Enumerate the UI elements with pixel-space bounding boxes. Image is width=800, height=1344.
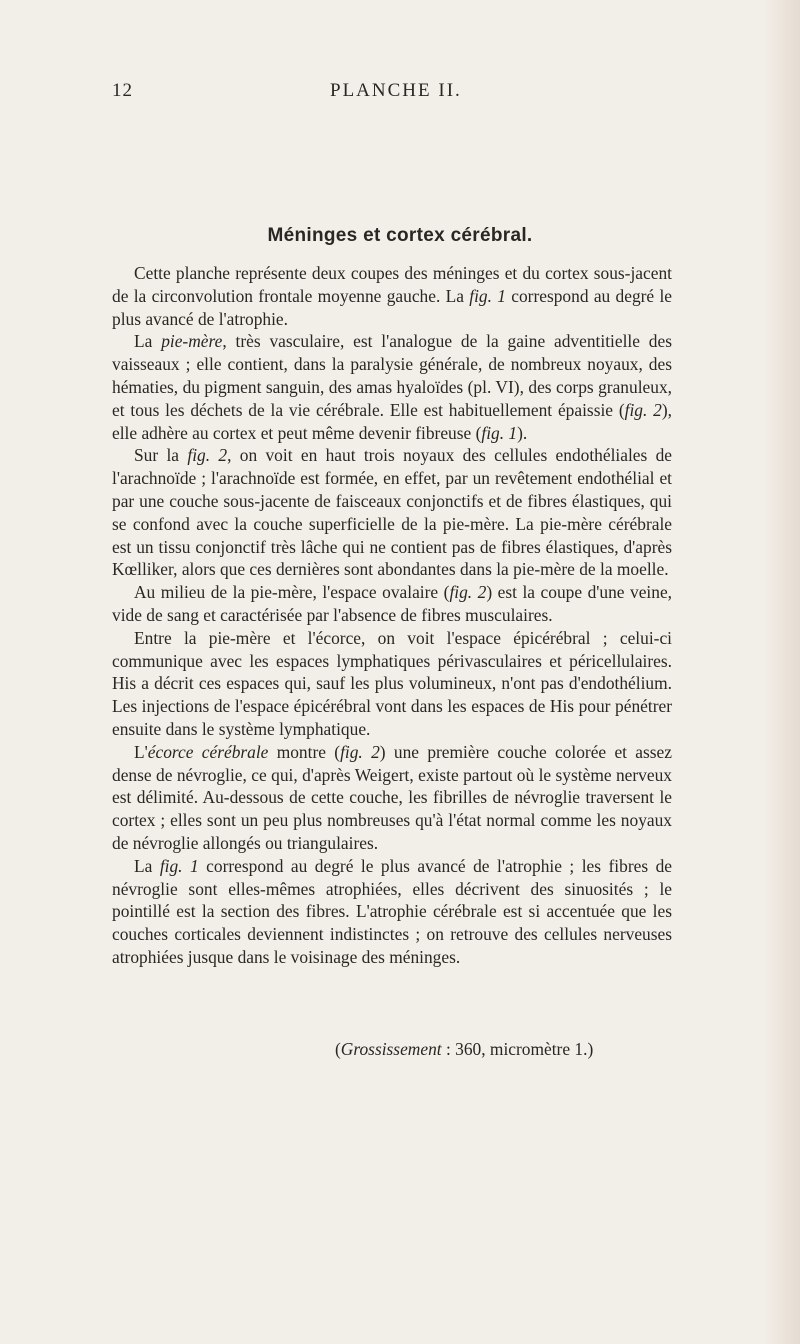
text-run: ), elle adhère au cortex et peut même devenir fibreuse (: [112, 399, 673, 443]
text-run: ) une première couche colorée et assez dense de névroglie, ce qui, d'après Weigert, existe partout où le système nerveux est délimité. Au-dessous de cette couche, les fibrilles de névroglie traversent le cortex ; elles sont un peu plus nombreuses qu'à l'état normal comme les noyaux de névroglie allongés ou triangulaires.: [112, 741, 672, 853]
italic-reference: fig. 2: [340, 741, 380, 762]
italic-reference: écorce cérébrale: [147, 741, 269, 762]
text-run: correspond au degré le plus avancé de l'atrophie.: [112, 285, 672, 329]
italic-reference: fig. 1: [469, 285, 506, 306]
text-run: montre (: [268, 741, 341, 762]
page-number: 12: [112, 80, 133, 101]
caption-label: Grossissement: [340, 1039, 442, 1059]
caption-open: (: [335, 1039, 341, 1059]
italic-reference: fig. 2: [624, 399, 662, 420]
italic-reference: fig. 1: [481, 422, 518, 443]
italic-reference: fig. 1: [159, 855, 199, 876]
paragraph: [112, 330, 672, 444]
text-run: ) est la coupe d'une veine, vide de sang et caractérisée par l'absence de fibres musculaires.: [112, 582, 673, 625]
page-edge-shadow: [764, 0, 800, 1344]
text-run: Au milieu de la pie-mère, l'espace ovalaire (: [134, 582, 450, 603]
text-run: La: [134, 331, 162, 352]
text-run: Cette planche représente deux coupes des méninges et du cortex sous-jacent de la circonvolution frontale moyenne gauche. La: [112, 263, 672, 306]
italic-reference: pie-mère: [161, 331, 223, 352]
running-head: [0, 80, 800, 104]
italic-reference: fig. 2: [449, 582, 487, 603]
text-run: Entre la pie-mère et l'écorce, on voit l'espace épicérébral ; celui-ci communique avec les espaces lymphatiques périvasculaires et péricellulaires. His a décrit ces espaces qui, sauf les plus volumineux, n'ont pas d'endothélium. Les injections de l'espace épicérébral vont dans les espaces de His pour pénétrer ensuite dans le système lymphatique.: [112, 627, 672, 739]
text-run: , très vasculaire, est l'analogue de la gaine adventitielle des vaisseaux ; elle contient, dans la paralysie générale, de nombreux noyaux, des hématies, du pigment sanguin, des amas hyaloïdes (pl. VI), des corps granuleux, et tous les déchets de la vie cérébrale. Elle est habituellement épaissie (: [112, 331, 672, 420]
text-run: La: [134, 855, 160, 876]
paragraph: [112, 627, 672, 741]
text-run: L': [134, 741, 148, 762]
caption-rest: : 360, micromètre 1.): [441, 1039, 594, 1059]
body-text: [112, 262, 672, 969]
paragraph: [112, 262, 672, 330]
paragraph: [112, 741, 672, 855]
plate-title: PLANCHE II.: [330, 80, 462, 101]
text-run: correspond au degré le plus avancé de l'atrophie ; les fibres de névroglie sont elles-mêmes atrophiées, elles décrivent des sinuosités ; le pointillé est la section des fibres. L'atrophie cérébrale est si accentuée que les couches corticales deviennent indistinctes ; on retrouve des cellules nerveuses atrophiées jusque dans le voisinage des méninges.: [112, 855, 672, 967]
paragraph: [112, 444, 672, 581]
paragraph: [112, 855, 672, 969]
text-run: , on voit en haut trois noyaux des cellules endothéliales de l'arachnoïde ; l'arachnoïde est formée, en effet, par un revêtement endothélial et par une couche sous-jacente de faisceaux conjonctifs et de fibres élastiques, qui se confond avec la couche superficielle de la pie-mère. La pie-mère cérébrale est un tissu conjonctif très lâche qui ne contient pas de fibres élastiques, d'après Kœlliker, alors que ces dernières sont abondantes dans la pie-mère de la moelle.: [112, 445, 673, 580]
paragraph: [112, 581, 672, 627]
text-run: ).: [517, 422, 528, 443]
italic-reference: fig. 2: [187, 445, 228, 466]
article-title: Méninges et cortex cérébral.: [267, 225, 533, 246]
text-run: Sur la: [134, 445, 188, 466]
